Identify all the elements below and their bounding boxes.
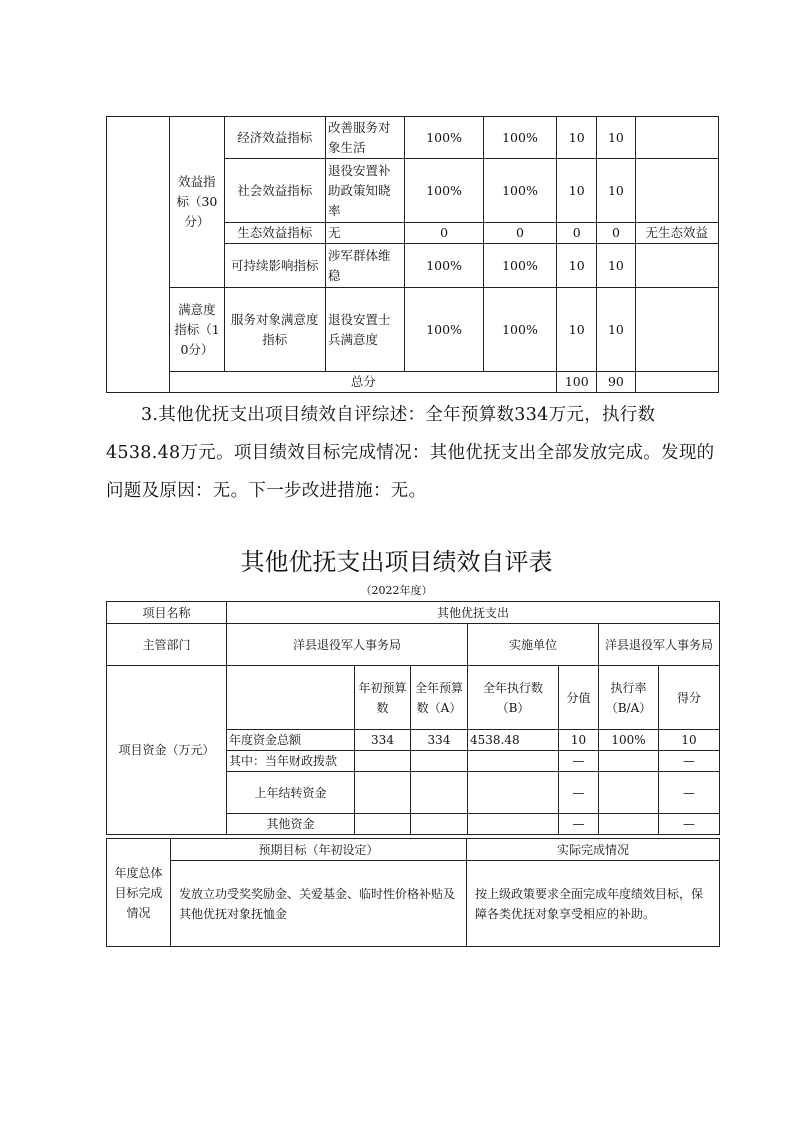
- fund-cell: —: [559, 772, 599, 814]
- note: [635, 288, 718, 372]
- sub-indicator: 服务对象满意度指标: [224, 288, 325, 372]
- project-name-label: 项目名称: [107, 602, 227, 624]
- target-value: 100%: [405, 244, 483, 288]
- weight: 10: [557, 117, 597, 159]
- fund-cell: [599, 772, 659, 814]
- fund-cell: 334: [411, 730, 468, 751]
- sub-indicator: 经济效益指标: [224, 117, 325, 159]
- project-name: 其他优抚支出: [227, 602, 720, 624]
- fund-cell: 10: [559, 730, 599, 751]
- target-value: 100%: [405, 117, 483, 159]
- fund-cell: —: [659, 772, 720, 814]
- indicator-content: 退役安置士兵满意度: [326, 288, 405, 372]
- total-note: [635, 372, 718, 393]
- annual-goal-table: [106, 838, 720, 947]
- impl-label: 实施单位: [468, 624, 599, 666]
- header-blank: [227, 666, 355, 730]
- fund-cell: [599, 814, 659, 835]
- note: [635, 117, 718, 159]
- weight: 10: [557, 244, 597, 288]
- total-label: 总分: [170, 372, 557, 393]
- score: 10: [597, 159, 635, 223]
- year-label: （2022年度）: [360, 584, 433, 597]
- score: 0: [597, 223, 635, 244]
- fund-cell: [411, 772, 468, 814]
- score: 10: [597, 244, 635, 288]
- total-actual: 90: [597, 372, 635, 393]
- fund-cell: [468, 814, 559, 835]
- actual-value: 100%: [483, 244, 556, 288]
- performance-indicator-table: [106, 116, 719, 393]
- header-initial-budget: 年初预算数: [355, 666, 411, 730]
- actual-completion-text: 按上级政策要求全面完成年度绩效目标，保障各类优抚对象享受相应的补助。: [467, 861, 720, 947]
- score: 10: [597, 288, 635, 372]
- fund-row-label: 年度资金总额: [227, 730, 355, 751]
- header-annual-budget: 全年预算数（A）: [411, 666, 468, 730]
- expected-goal-header: 预期目标（年初设定）: [171, 839, 467, 861]
- fund-cell: [355, 751, 411, 772]
- indicator-content: 退役安置补助政策知晓率: [326, 159, 405, 223]
- header-execution: 全年执行数（B）: [468, 666, 559, 730]
- fund-row-label: 上年结转资金: [227, 772, 355, 814]
- weight: 10: [557, 159, 597, 223]
- fund-cell: [599, 751, 659, 772]
- actual-value: 100%: [483, 117, 556, 159]
- benefit-group-label: 效益指标（30分）: [170, 117, 224, 288]
- total-score: 100: [557, 372, 597, 393]
- fund-cell: [411, 751, 468, 772]
- category-cell: [107, 117, 170, 393]
- header-rate: 执行率（B/A）: [599, 666, 659, 730]
- page-title: 其他优抚支出项目绩效自评表: [240, 548, 553, 576]
- actual-value: 100%: [483, 288, 556, 372]
- fund-cell: [468, 772, 559, 814]
- actual-value: 0: [483, 223, 556, 244]
- target-value: 100%: [405, 288, 483, 372]
- indicator-content: 改善服务对象生活: [326, 117, 405, 159]
- sub-indicator: 社会效益指标: [224, 159, 325, 223]
- impl-name: 洋县退役军人事务局: [599, 624, 720, 666]
- expected-goal-text: 发放立功受奖奖励金、关爱基金、临时性价格补贴及其他优抚对象抚恤金: [171, 861, 467, 947]
- annual-goal-label: 年度总体目标完成情况: [107, 839, 171, 947]
- fund-cell: [411, 814, 468, 835]
- fund-cell: —: [559, 751, 599, 772]
- satisfaction-group-label: 满意度指标（10分）: [170, 288, 224, 372]
- header-score: 得分: [659, 666, 720, 730]
- fund-cell: 334: [355, 730, 411, 751]
- fund-row-label: 其中：当年财政拨款: [227, 751, 355, 772]
- dept-name: 洋县退役军人事务局: [227, 624, 468, 666]
- header-weight: 分值: [559, 666, 599, 730]
- score: 10: [597, 117, 635, 159]
- indicator-content: 涉军群体维稳: [326, 244, 405, 288]
- actual-value: 100%: [483, 159, 556, 223]
- fund-cell: [355, 814, 411, 835]
- fund-cell: 4538.48: [468, 730, 559, 751]
- sub-indicator: 可持续影响指标: [224, 244, 325, 288]
- weight: 10: [557, 288, 597, 372]
- note: [635, 159, 718, 223]
- fund-cell: —: [559, 814, 599, 835]
- indicator-content: 无: [326, 223, 405, 244]
- weight: 0: [557, 223, 597, 244]
- actual-completion-header: 实际完成情况: [467, 839, 720, 861]
- target-value: 100%: [405, 159, 483, 223]
- fund-row-label: 其他资金: [227, 814, 355, 835]
- note: 无生态效益: [635, 223, 718, 244]
- fund-cell: 10: [659, 730, 720, 751]
- sub-indicator: 生态效益指标: [224, 223, 325, 244]
- fund-cell: [468, 751, 559, 772]
- self-evaluation-table: [106, 601, 720, 835]
- funds-label: 项目资金（万元）: [107, 666, 227, 835]
- fund-cell: —: [659, 814, 720, 835]
- fund-cell: —: [659, 751, 720, 772]
- fund-cell: [355, 772, 411, 814]
- fund-cell: 100%: [599, 730, 659, 751]
- note: [635, 244, 718, 288]
- dept-label: 主管部门: [107, 624, 227, 666]
- target-value: 0: [405, 223, 483, 244]
- summary-paragraph: 3.其他优抚支出项目绩效自评综述：全年预算数334万元，执行数4538.48万元。项目绩效目标完成情况：其他优抚支出全部发放完成。发现的问题及原因：无。下一步改进措施：无。: [106, 405, 715, 501]
